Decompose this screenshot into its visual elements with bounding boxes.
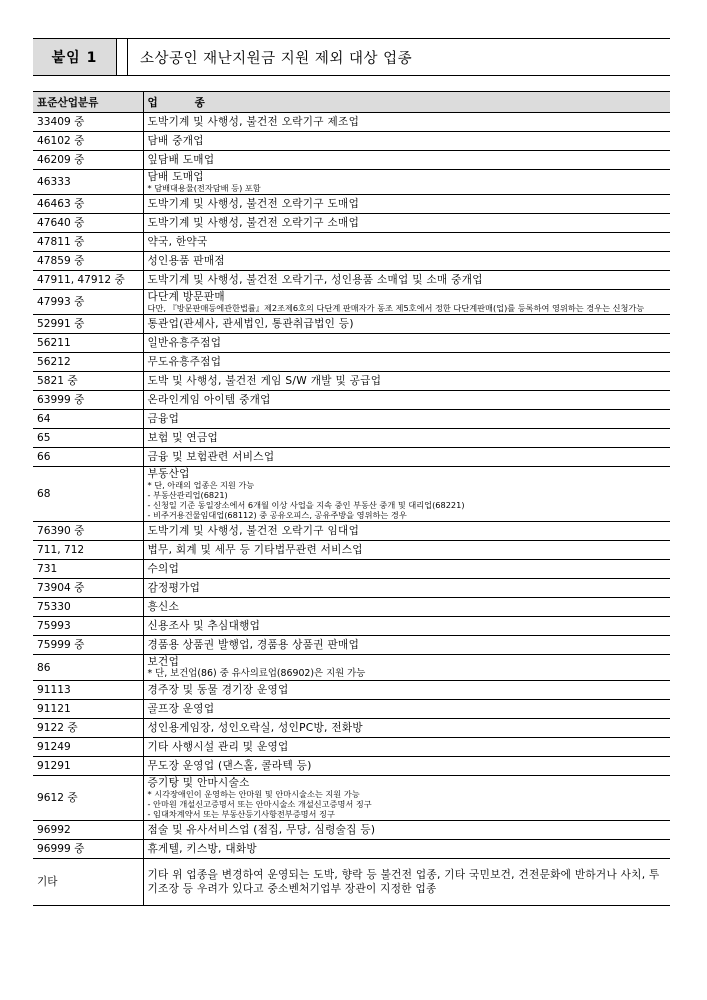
industry-note: - 신청일 기준 동일장소에서 6개월 이상 사업을 지속 중인 부동산 중개 및 대리업(68221) xyxy=(147,500,465,510)
industry-note: * 단, 아래의 업종은 지원 가능 xyxy=(147,480,255,490)
table-row xyxy=(33,757,670,776)
table-row xyxy=(33,655,670,681)
industry-name: 도박기계 및 사행성, 불건전 오락기구 제조업 xyxy=(147,116,360,128)
industry-name-cell xyxy=(143,859,670,906)
industry-code-cell: 9122 중 xyxy=(33,719,143,738)
table-row xyxy=(33,252,670,271)
table-row xyxy=(33,113,670,132)
industry-name-cell xyxy=(143,681,670,700)
industry-note: - 비주거용건물임대업(68112) 중 공유오피스, 공유주방을 영위하는 경우 xyxy=(147,510,407,520)
industry-name-cell xyxy=(143,636,670,655)
industry-name: 도박 및 사행성, 불건전 게임 S/W 개발 및 공급업 xyxy=(147,375,382,387)
table-row xyxy=(33,776,670,821)
industry-name-cell xyxy=(143,700,670,719)
industry-name: 점술 및 유사서비스업 (점집, 무당, 심령술집 등) xyxy=(147,824,376,836)
industry-name-cell xyxy=(143,353,670,372)
table-row xyxy=(33,522,670,541)
industry-name-cell xyxy=(143,151,670,170)
industry-name-cell xyxy=(143,579,670,598)
industry-code-cell: 47993 중 xyxy=(33,290,143,315)
industry-name: 일반유흥주점업 xyxy=(147,337,222,349)
industry-code-cell: 91113 xyxy=(33,681,143,700)
industry-code-cell: 68 xyxy=(33,467,143,522)
industry-code-cell: 711, 712 xyxy=(33,541,143,560)
industry-note: - 안마원 개설신고증명서 또는 안마시술소 개설신고증명서 징구 xyxy=(147,799,372,809)
document-title-bar xyxy=(33,38,670,76)
industry-name-cell xyxy=(143,334,670,353)
industry-name: 도박기계 및 사행성, 불건전 오락기구, 성인용품 소매업 및 소매 중개업 xyxy=(147,274,483,286)
table-row xyxy=(33,214,670,233)
table-row xyxy=(33,821,670,840)
industry-code-cell: 86 xyxy=(33,655,143,681)
industry-name: 경주장 및 동물 경기장 운영업 xyxy=(147,684,289,696)
industry-name-cell xyxy=(143,372,670,391)
industry-name: 골프장 운영업 xyxy=(147,703,215,715)
industry-name: 잎담배 도매업 xyxy=(147,154,215,166)
table-row xyxy=(33,448,670,467)
industry-name: 증기탕 및 안마시술소 xyxy=(147,777,250,789)
industry-name-cell xyxy=(143,170,670,195)
industry-code-cell: 91249 xyxy=(33,738,143,757)
industry-name-cell xyxy=(143,195,670,214)
table-row xyxy=(33,579,670,598)
industry-name: 감정평가업 xyxy=(147,582,201,594)
industry-name: 도박기계 및 사행성, 불건전 오락기구 소매업 xyxy=(147,217,360,229)
industry-name-cell xyxy=(143,448,670,467)
industry-name-cell xyxy=(143,598,670,617)
industry-name: 금융 및 보험관련 서비스업 xyxy=(147,451,275,463)
table-row xyxy=(33,391,670,410)
industry-code-cell: 91291 xyxy=(33,757,143,776)
table-row xyxy=(33,738,670,757)
industry-code-cell: 75999 중 xyxy=(33,636,143,655)
document-title: 소상공인 재난지원금 지원 제외 대상 업종 xyxy=(140,50,413,67)
industry-name-cell xyxy=(143,522,670,541)
industry-code-cell: 56211 xyxy=(33,334,143,353)
industry-name: 담배 도매업 xyxy=(147,171,204,183)
industry-name-cell xyxy=(143,821,670,840)
industry-name: 보험 및 연금업 xyxy=(147,432,219,444)
industry-name-cell xyxy=(143,391,670,410)
industry-note: * 담배대용물(전자담배 등) 포함 xyxy=(147,183,261,193)
industry-name: 금융업 xyxy=(147,413,180,425)
industry-code-cell: 73904 중 xyxy=(33,579,143,598)
industry-code-cell: 47811 중 xyxy=(33,233,143,252)
industry-name: 무도유흥주점업 xyxy=(147,356,222,368)
header-industry-code: 표준산업분류 xyxy=(33,92,143,113)
industry-name-cell xyxy=(143,233,670,252)
industry-code-cell: 47911, 47912 중 xyxy=(33,271,143,290)
industry-name-cell xyxy=(143,840,670,859)
industry-code-cell: 75330 xyxy=(33,598,143,617)
industry-name-cell xyxy=(143,467,670,522)
industry-note: * 단, 보건업(86) 중 유사의료업(86902)은 지원 가능 xyxy=(147,668,366,679)
table-row xyxy=(33,195,670,214)
industry-name-cell xyxy=(143,738,670,757)
industry-name: 도박기계 및 사행성, 불건전 오락기구 도매업 xyxy=(147,198,360,210)
industry-code-cell: 76390 중 xyxy=(33,522,143,541)
industry-name: 흥신소 xyxy=(147,601,180,613)
industry-name-cell xyxy=(143,410,670,429)
industry-code-cell: 33409 중 xyxy=(33,113,143,132)
attachment-badge: 붙임 1 xyxy=(33,39,117,75)
industry-note: * 시각장애인이 운영하는 안마원 및 안마시술소는 지원 가능 xyxy=(147,789,360,799)
table-row xyxy=(33,334,670,353)
industry-name: 담배 중개업 xyxy=(147,135,204,147)
industry-code-cell: 52991 중 xyxy=(33,315,143,334)
industry-name-cell xyxy=(143,290,670,315)
industry-code-cell: 47859 중 xyxy=(33,252,143,271)
industry-name-cell xyxy=(143,776,670,821)
industry-name: 수의업 xyxy=(147,563,180,575)
industry-name: 기타 위 업종을 변경하여 운영되는 도박, 향락 등 불건전 업종, 기타 국민보건, 건전문화에 반하거나 사치, 투기조장 등 우려가 있다고 중소벤처기업부 장관이 지정한 업종 xyxy=(147,869,660,895)
industry-name: 경품용 상품권 발행업, 경품용 상품권 판매업 xyxy=(147,639,360,651)
industry-code-cell: 64 xyxy=(33,410,143,429)
industry-note: 다만, 『방문판매등에관한법률』제2조제6호의 다단계 판매자가 동조 제5호에서 정한 다단계판매(업)를 등록하여 영위하는 경우는 신청가능 xyxy=(147,303,645,313)
industry-name-cell xyxy=(143,757,670,776)
table-row xyxy=(33,151,670,170)
industry-name-cell xyxy=(143,252,670,271)
industry-name-cell xyxy=(143,541,670,560)
industry-name: 통관업(관세사, 관세법인, 통관취급법인 등) xyxy=(147,318,354,330)
industry-name-cell xyxy=(143,315,670,334)
title-divider xyxy=(117,39,128,75)
table-row xyxy=(33,617,670,636)
table-row xyxy=(33,410,670,429)
industry-name: 부동산업 xyxy=(147,468,190,480)
table-row xyxy=(33,315,670,334)
table-row xyxy=(33,170,670,195)
industry-code-cell: 75993 xyxy=(33,617,143,636)
industry-name: 무도장 운영업 (댄스홀, 콜라텍 등) xyxy=(147,760,312,772)
table-row xyxy=(33,467,670,522)
industry-name: 도박기계 및 사행성, 불건전 오락기구 임대업 xyxy=(147,525,360,537)
industry-code-cell: 91121 xyxy=(33,700,143,719)
industry-code-cell: 9612 중 xyxy=(33,776,143,821)
industry-name: 성인용품 판매점 xyxy=(147,255,225,267)
industry-name-cell xyxy=(143,719,670,738)
industry-code-cell: 46102 중 xyxy=(33,132,143,151)
industry-name: 보건업 xyxy=(147,656,180,668)
industry-note: - 부동산관리업(6821) xyxy=(147,490,228,500)
industry-code-cell: 5821 중 xyxy=(33,372,143,391)
industry-code-cell: 46463 중 xyxy=(33,195,143,214)
table-row xyxy=(33,372,670,391)
industry-name: 법무, 회계 및 세무 등 기타법무관련 서비스업 xyxy=(147,544,363,556)
industry-name-cell xyxy=(143,560,670,579)
industry-name-cell xyxy=(143,214,670,233)
industry-code-cell: 96992 xyxy=(33,821,143,840)
table-row xyxy=(33,541,670,560)
table-row xyxy=(33,271,670,290)
industry-name-cell xyxy=(143,132,670,151)
industry-name-cell xyxy=(143,429,670,448)
table-row xyxy=(33,719,670,738)
table-row xyxy=(33,132,670,151)
industry-name: 휴게텔, 키스방, 대화방 xyxy=(147,843,257,855)
industry-code-cell: 47640 중 xyxy=(33,214,143,233)
industry-code-cell: 46209 중 xyxy=(33,151,143,170)
industry-name-cell xyxy=(143,617,670,636)
table-header-row xyxy=(33,92,670,113)
industry-name: 신용조사 및 추심대행업 xyxy=(147,620,261,632)
industry-name-cell xyxy=(143,655,670,681)
excluded-industries-table xyxy=(33,91,670,906)
industry-name: 기타 사행시설 관리 및 운영업 xyxy=(147,741,289,753)
industry-code-cell: 731 xyxy=(33,560,143,579)
industry-name: 약국, 한약국 xyxy=(147,236,208,248)
table-row xyxy=(33,290,670,315)
industry-name-cell xyxy=(143,113,670,132)
table-row xyxy=(33,429,670,448)
table-row xyxy=(33,859,670,906)
industry-code-cell: 56212 xyxy=(33,353,143,372)
header-industry-name: 업 종 xyxy=(143,92,670,113)
table-row xyxy=(33,840,670,859)
table-row xyxy=(33,560,670,579)
table-row xyxy=(33,700,670,719)
table-row xyxy=(33,598,670,617)
industry-code-cell: 기타 xyxy=(33,859,143,906)
industry-name-cell xyxy=(143,271,670,290)
table-row xyxy=(33,681,670,700)
table-row xyxy=(33,353,670,372)
table-row xyxy=(33,636,670,655)
industry-code-cell: 96999 중 xyxy=(33,840,143,859)
industry-code-cell: 65 xyxy=(33,429,143,448)
table-row xyxy=(33,233,670,252)
industry-name: 성인용게임장, 성인오락실, 성인PC방, 전화방 xyxy=(147,722,363,734)
industry-code-cell: 66 xyxy=(33,448,143,467)
industry-note: - 임대차계약서 또는 부동산등기사항전부증명서 징구 xyxy=(147,809,335,819)
industry-code-cell: 63999 중 xyxy=(33,391,143,410)
industry-name: 온라인게임 아이템 중개업 xyxy=(147,394,271,406)
industry-code-cell: 46333 xyxy=(33,170,143,195)
industry-name: 다단계 방문판매 xyxy=(147,291,225,303)
